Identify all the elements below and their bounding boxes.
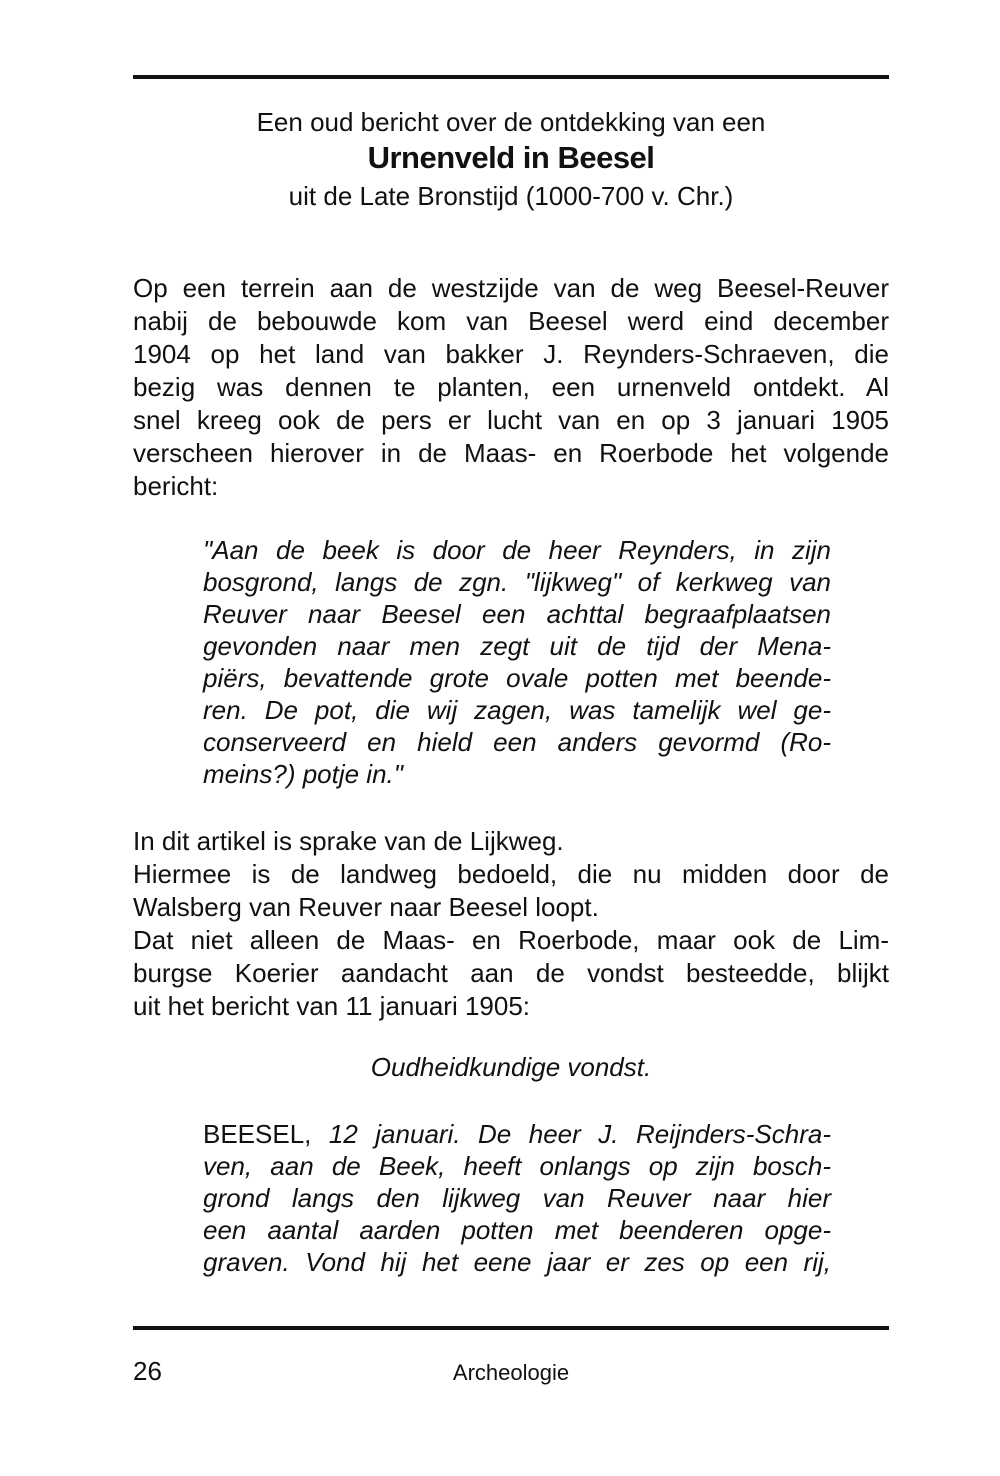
quote-line: graven. Vond hij het eene jaar er zes op een rij, [203,1247,831,1277]
quote-line: een aantal aarden potten met beenderen opge- [203,1215,831,1245]
quote-line: ren. De pot, die wij zagen, was tamelijk wel ge- [203,695,831,725]
top-rule [133,75,889,79]
quote-heading: Oudheidkundige vondst. [370,1052,652,1082]
text-line: verscheen hierover in de Maas- en Roerbode het volgende [133,438,889,468]
text-line: nabij de bebouwde kom van Beesel werd eind december [133,306,889,336]
bottom-rule [133,1326,889,1330]
quote-text: 12 januari. De heer J. Reijnders-Schra- [328,1119,832,1149]
quote-line: ven, aan de Beek, heeft onlangs op zijn bosch- [203,1151,831,1181]
page-number: 26 [133,1356,162,1386]
intro-paragraph [133,272,889,503]
text-line: Hiermee is de landweg bedoeld, die nu midden door de [133,859,889,889]
quote-line: "Aan de beek is door de heer Reynders, in zijn [203,535,831,565]
quote-line: Reuver naar Beesel een achttal begraafplaatsen [203,599,831,629]
article-subtitle: uit de Late Bronstijd (1000-700 v. Chr.) [288,181,734,211]
text-line: Op een terrein aan de westzijde van de weg Beesel-Reuver [133,273,889,303]
text-line: bezig was dennen te planten, een urnenveld ontdekt. Al [133,372,889,402]
text-line: uit het bericht van 11 januari 1905: [133,991,531,1021]
text-line: 1904 op het land van bakker J. Reynders-Schraeven, die [133,339,889,369]
dateline: BEESEL, [203,1119,312,1149]
quote-line: gevonden naar men zegt uit de tijd der Mena- [203,631,831,661]
quote-line: grond langs den lijkweg van Reuver naar hier [203,1183,831,1213]
text-line: snel kreeg ook de pers er lucht van en op 3 januari 1905 [133,405,889,435]
quote-line [203,1118,831,1150]
quote-line: piërs, bevattende grote ovale potten met beende- [203,663,831,693]
newspaper-quote-1 [203,534,831,790]
text-line: burgse Koerier aandacht aan de vondst besteedde, blijkt [133,958,889,988]
text-line: bericht: [133,471,219,501]
quote-line: conserveerd en hield een anders gevormd (Ro- [203,727,831,757]
quote-line: bosgrond, langs de zgn. "lijkweg" of kerkweg van [203,567,831,597]
text-line: In dit artikel is sprake van de Lijkweg. [133,826,564,856]
body-paragraph [133,825,889,1023]
running-footer: Archeologie [452,1360,570,1385]
intro-heading: Een oud bericht over de ontdekking van een [256,107,766,137]
article-title: Urnenveld in Beesel [367,140,655,175]
quote-line: meins?) potje in." [203,759,403,789]
text-line: Dat niet alleen de Maas- en Roerbode, maar ook de Lim- [133,925,889,955]
text-line: Walsberg van Reuver naar Beesel loopt. [133,892,599,922]
newspaper-quote-2 [203,1118,831,1278]
